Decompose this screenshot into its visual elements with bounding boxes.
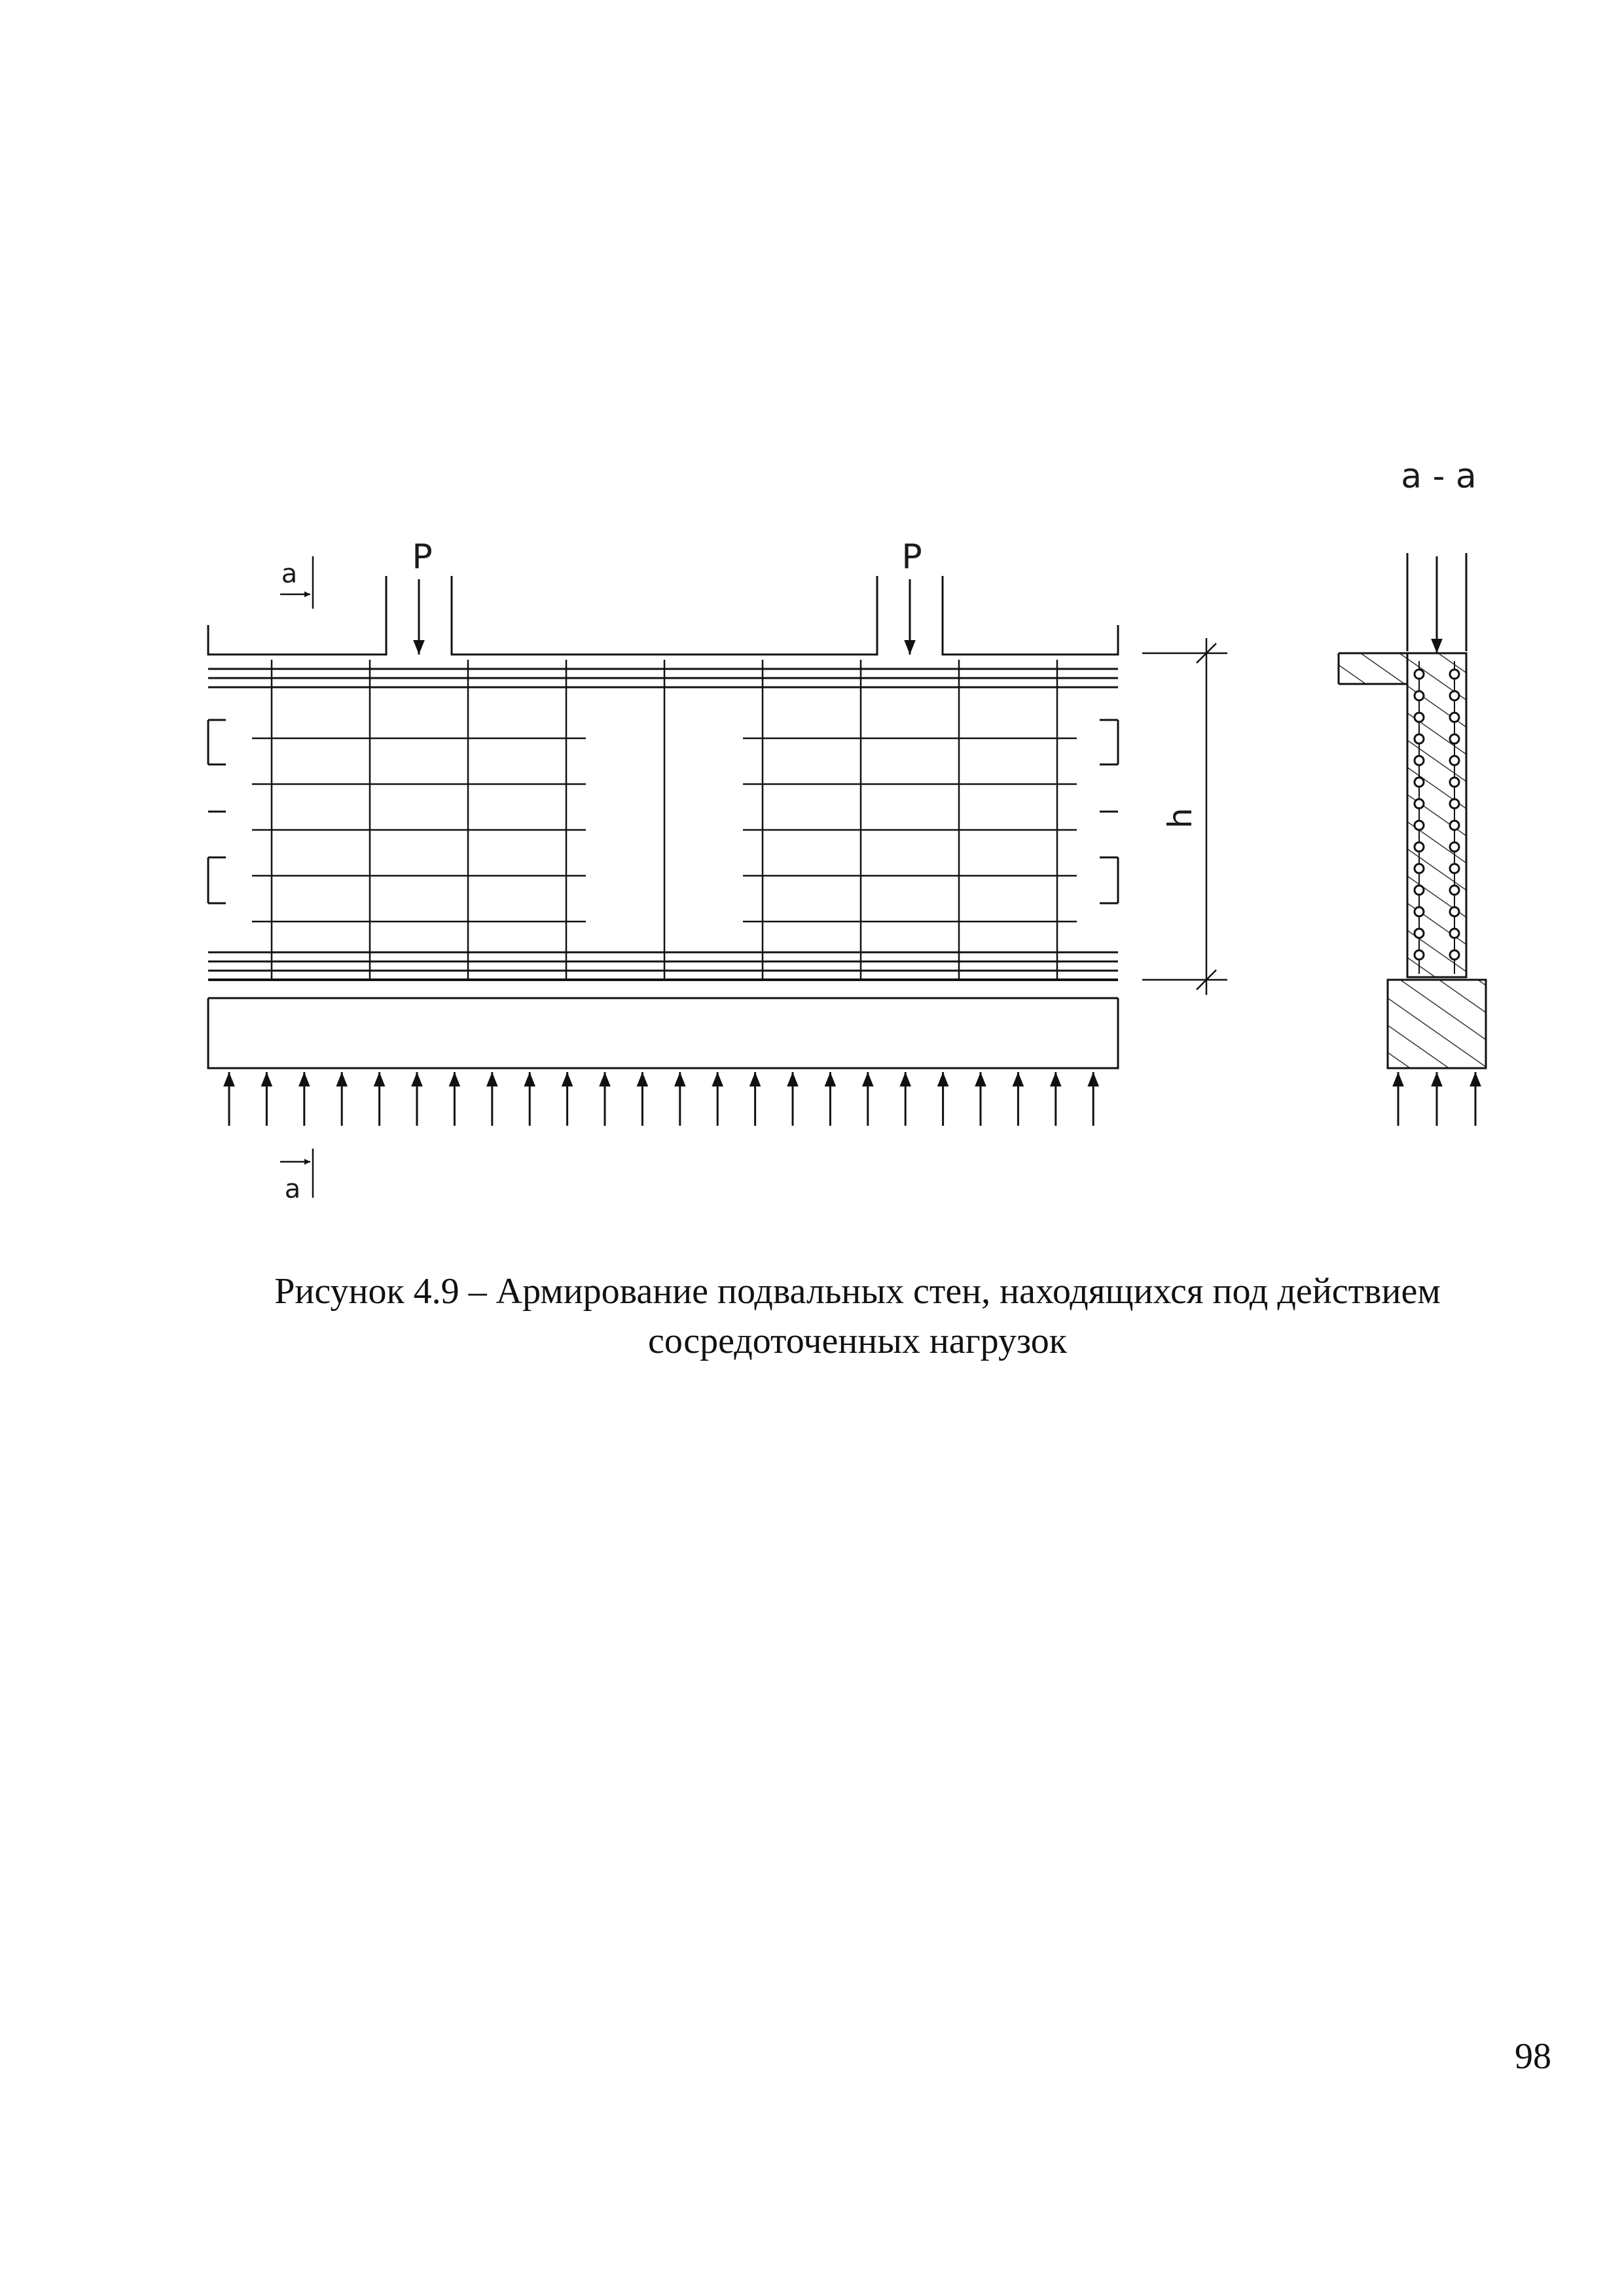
section-bar — [1450, 670, 1459, 679]
section-bar — [1450, 864, 1459, 873]
section-bar — [1450, 713, 1459, 722]
section-bar — [1415, 670, 1424, 679]
section-bar — [1415, 799, 1424, 808]
section-bar — [1450, 799, 1459, 808]
section-bar — [1450, 886, 1459, 895]
section-bar — [1415, 756, 1424, 765]
wall-section — [1339, 553, 1486, 1068]
section-bar — [1415, 950, 1424, 960]
section-bar — [1450, 842, 1459, 852]
wall-section-body — [1407, 653, 1466, 977]
section-bar — [1415, 842, 1424, 852]
section-bar — [1450, 929, 1459, 938]
slab-outline-mid — [452, 576, 877, 655]
rebar-grid — [252, 660, 1077, 980]
section-bar — [1415, 864, 1424, 873]
load-label-right: P — [901, 537, 922, 577]
page-number: 98 — [1515, 2036, 1551, 2077]
section-bar — [1450, 907, 1459, 916]
section-bar — [1415, 929, 1424, 938]
section-title: a - a — [1401, 457, 1477, 496]
section-bar — [1415, 691, 1424, 700]
section-bar — [1415, 821, 1424, 830]
section-bar — [1450, 778, 1459, 787]
section-bar — [1450, 756, 1459, 765]
section-mark-bottom-label: a — [284, 1174, 301, 1204]
section-bar — [1450, 821, 1459, 830]
load-label-left: P — [412, 537, 433, 577]
section-bar — [1415, 713, 1424, 722]
wall-elevation — [208, 576, 1118, 1068]
caption-line-1: Рисунок 4.9 – Армирование подвальных стен, находящихся под действием — [274, 1271, 1441, 1312]
foundation-section — [1388, 980, 1486, 1068]
section-bar — [1415, 907, 1424, 916]
section-bar — [1450, 734, 1459, 744]
height-dimension-label: h — [1161, 808, 1199, 829]
caption-line-2: сосредоточенных нагрузок — [648, 1321, 1067, 1361]
figure-caption — [196, 1266, 1519, 1366]
section-bar — [1415, 778, 1424, 787]
slab-outline-right — [943, 576, 1118, 655]
section-bar — [1450, 691, 1459, 700]
section-reaction-arrows — [1398, 1072, 1475, 1126]
section-bar — [1450, 950, 1459, 960]
point-loads — [419, 579, 910, 655]
section-bar — [1415, 886, 1424, 895]
foundation-outline — [208, 998, 1118, 1068]
slab-section — [1339, 653, 1407, 684]
section-mark-top-label: a — [281, 559, 298, 589]
soil-reaction-arrows — [229, 1072, 1093, 1126]
section-bar — [1415, 734, 1424, 744]
